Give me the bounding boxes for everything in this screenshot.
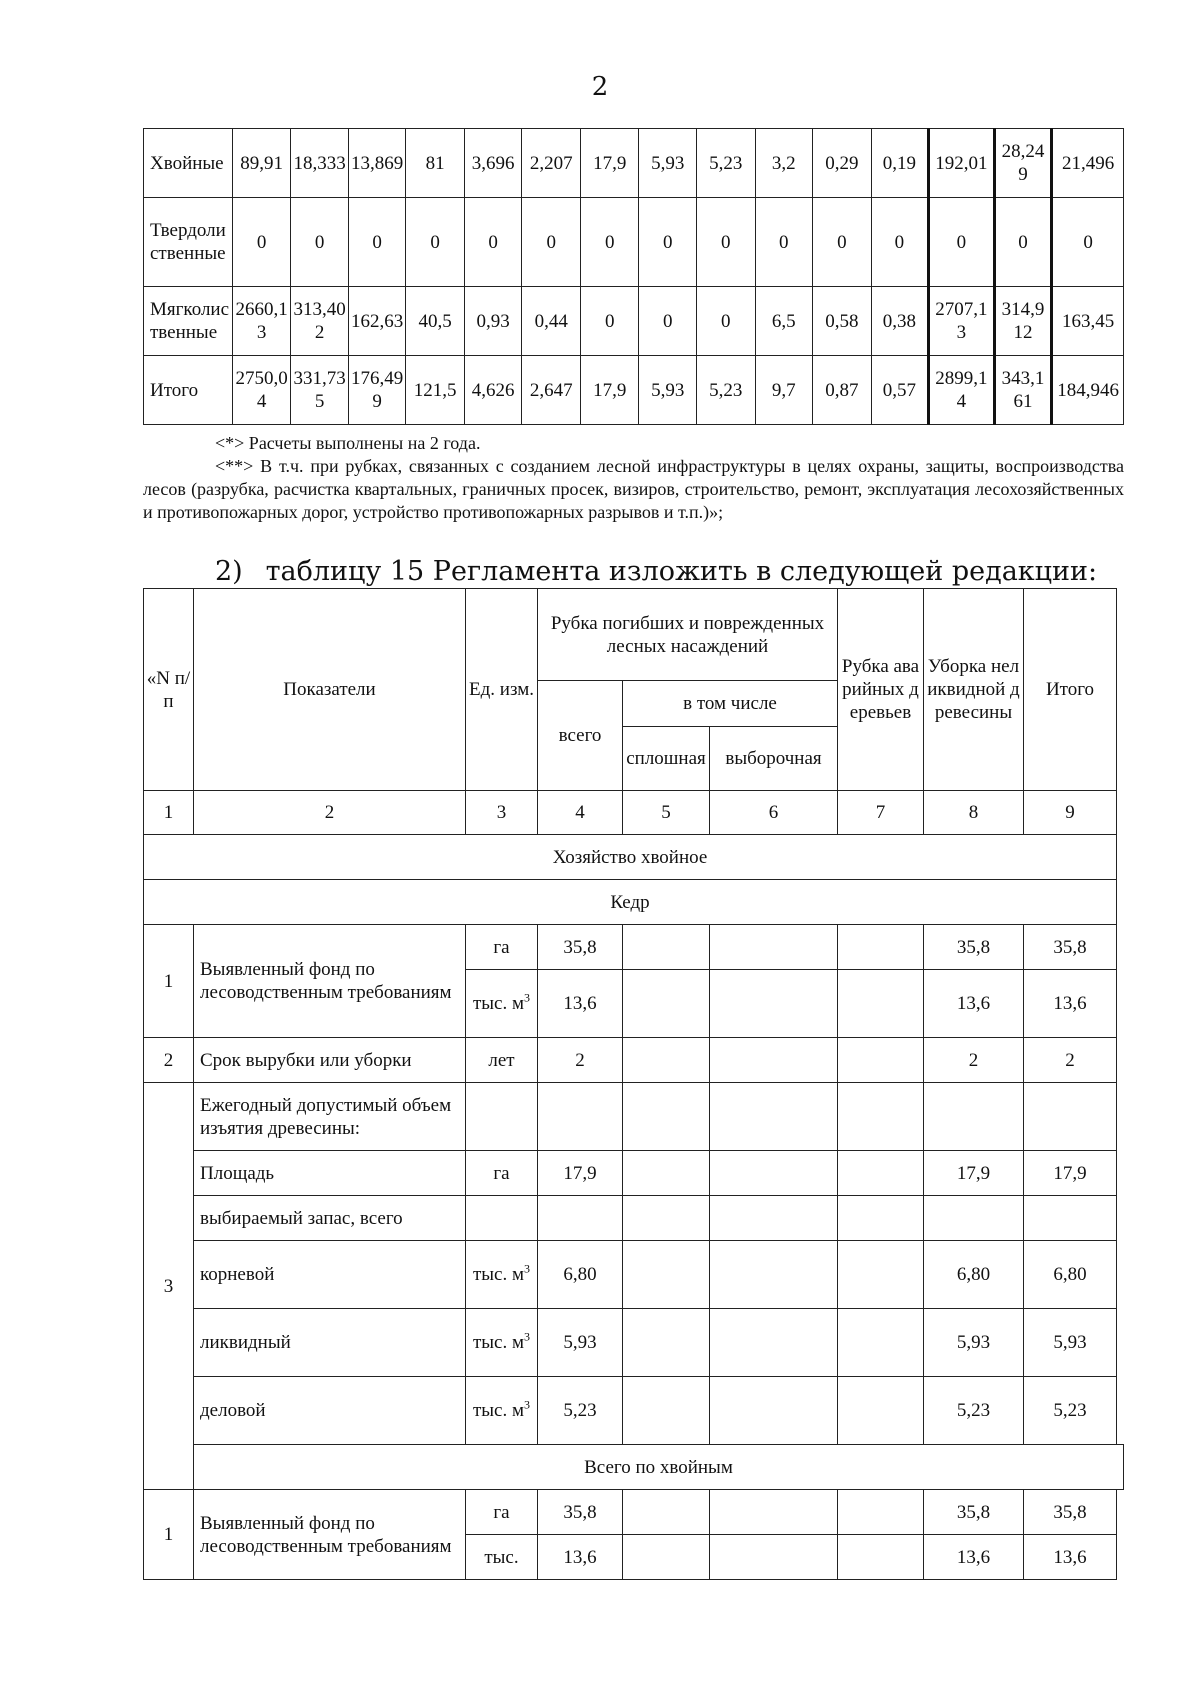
species-value-cell: 18,333 bbox=[291, 129, 349, 198]
species-value-cell: 162,63 bbox=[348, 287, 406, 356]
row-label: Срок вырубки или уборки bbox=[194, 1038, 466, 1083]
empty-cell bbox=[838, 1083, 924, 1151]
value-cell: 13,6 bbox=[1024, 970, 1117, 1038]
value-cell: 2 bbox=[538, 1038, 623, 1083]
species-value-cell: 0,44 bbox=[522, 287, 581, 356]
empty-cell bbox=[838, 1490, 924, 1535]
species-value-cell: 331,735 bbox=[291, 356, 349, 425]
species-label: Твердолиственные bbox=[144, 198, 233, 287]
value-cell: 6,80 bbox=[1024, 1241, 1117, 1309]
footnote-2: <**> В т.ч. при рубках, связанных с созданием лесной инфраструктуры в целях охраны, защиты, воспроизводства лесов (разрубка, расчистка квартальных, граничных просек, визиров, строительство, ремонт, эксплуатация лесохозяйственных и противопожарных дорог, устройство противопожарных разрывов и т.п.)»; bbox=[143, 456, 1124, 522]
species-value-cell: 13,869 bbox=[348, 129, 406, 198]
column-number: 6 bbox=[710, 791, 838, 835]
empty-cell bbox=[710, 925, 838, 970]
species-value-cell: 4,626 bbox=[464, 356, 522, 425]
row-num: 1 bbox=[144, 1490, 194, 1580]
empty-cell bbox=[838, 1038, 924, 1083]
row-label: ликвидный bbox=[194, 1309, 466, 1377]
empty-cell bbox=[710, 1241, 838, 1309]
row-label: Выявленный фонд по лесоводственным требованиям bbox=[194, 925, 466, 1038]
column-number: 8 bbox=[924, 791, 1024, 835]
empty-cell bbox=[1024, 1083, 1117, 1151]
unit-exponent: 3 bbox=[524, 1329, 531, 1344]
header-unit: Ед. изм. bbox=[466, 589, 538, 791]
species-value-cell: 2899,14 bbox=[929, 356, 995, 425]
header-selective: выборочная bbox=[710, 727, 838, 791]
value-cell: 2 bbox=[1024, 1038, 1117, 1083]
empty-cell bbox=[710, 1196, 838, 1241]
value-cell: 5,23 bbox=[924, 1377, 1024, 1445]
header-illiquid: Уборка неликвидной древесины bbox=[924, 589, 1024, 791]
empty-cell bbox=[623, 1535, 710, 1580]
section-coniferous: Хозяйство хвойное bbox=[144, 835, 1117, 880]
row-label: Ежегодный допустимый объем изъятия древесины: bbox=[194, 1083, 466, 1151]
species-value-cell: 0 bbox=[639, 287, 697, 356]
empty-cell bbox=[623, 1241, 710, 1309]
species-value-cell: 0 bbox=[406, 198, 465, 287]
species-value-cell: 21,496 bbox=[1052, 129, 1124, 198]
empty-cell bbox=[623, 1083, 710, 1151]
section-total-coniferous: Всего по хвойным bbox=[194, 1445, 1124, 1490]
section-heading bbox=[215, 556, 1097, 587]
empty-cell bbox=[623, 1309, 710, 1377]
row-num: 1 bbox=[144, 925, 194, 1038]
row-label: корневой bbox=[194, 1241, 466, 1309]
species-row bbox=[144, 129, 1124, 198]
empty-cell bbox=[538, 1196, 623, 1241]
empty-cell bbox=[623, 925, 710, 970]
species-value-cell: 0 bbox=[464, 198, 522, 287]
empty-cell bbox=[623, 1377, 710, 1445]
empty-cell bbox=[538, 1083, 623, 1151]
species-value-cell: 5,93 bbox=[639, 129, 697, 198]
species-value-cell: 176,499 bbox=[348, 356, 406, 425]
species-value-cell: 89,91 bbox=[232, 129, 291, 198]
unit-text: тыс. м bbox=[472, 1264, 525, 1285]
species-value-cell: 2,647 bbox=[522, 356, 581, 425]
unit-cell: га bbox=[466, 1490, 538, 1535]
empty-cell bbox=[710, 1038, 838, 1083]
empty-cell bbox=[623, 970, 710, 1038]
species-value-cell: 9,7 bbox=[755, 356, 813, 425]
species-row bbox=[144, 287, 1124, 356]
species-value-cell: 0,29 bbox=[813, 129, 872, 198]
species-value-cell: 192,01 bbox=[929, 129, 995, 198]
footnotes bbox=[143, 432, 1124, 524]
empty-cell bbox=[838, 970, 924, 1038]
species-value-cell: 0 bbox=[291, 198, 349, 287]
species-value-cell: 163,45 bbox=[1052, 287, 1124, 356]
page-number: 2 bbox=[591, 72, 609, 102]
species-value-cell: 5,93 bbox=[639, 356, 697, 425]
value-cell: 5,23 bbox=[538, 1377, 623, 1445]
value-cell: 35,8 bbox=[538, 1490, 623, 1535]
column-number: 9 bbox=[1024, 791, 1117, 835]
species-value-cell: 5,23 bbox=[697, 356, 756, 425]
species-label: Итого bbox=[144, 356, 233, 425]
species-value-cell: 3,2 bbox=[755, 129, 813, 198]
species-label: Хвойные bbox=[144, 129, 233, 198]
header-dead-damaged: Рубка погибших и поврежденных лесных насаждений bbox=[538, 589, 838, 681]
empty-cell bbox=[623, 1038, 710, 1083]
subsection-cedar: Кедр bbox=[144, 880, 1117, 925]
species-value-cell: 0,93 bbox=[464, 287, 522, 356]
value-cell: 5,23 bbox=[1024, 1377, 1117, 1445]
column-number: 5 bbox=[623, 791, 710, 835]
species-value-cell: 40,5 bbox=[406, 287, 465, 356]
value-cell: 13,6 bbox=[538, 970, 623, 1038]
species-value-cell: 0 bbox=[929, 198, 995, 287]
column-number: 2 bbox=[194, 791, 466, 835]
species-value-cell: 81 bbox=[406, 129, 465, 198]
column-number: 4 bbox=[538, 791, 623, 835]
empty-cell bbox=[838, 1377, 924, 1445]
empty-cell bbox=[710, 970, 838, 1038]
value-cell: 35,8 bbox=[1024, 925, 1117, 970]
unit-cell bbox=[466, 1241, 538, 1309]
species-row bbox=[144, 198, 1124, 287]
empty-cell bbox=[1024, 1196, 1117, 1241]
unit-cell: тыс. bbox=[466, 1535, 538, 1580]
empty-cell bbox=[710, 1309, 838, 1377]
value-cell: 17,9 bbox=[924, 1151, 1024, 1196]
unit-cell: га bbox=[466, 925, 538, 970]
section-number: 2) bbox=[215, 556, 243, 587]
empty-cell bbox=[838, 1151, 924, 1196]
empty-cell bbox=[838, 1241, 924, 1309]
column-number: 3 bbox=[466, 791, 538, 835]
header-indicators: Показатели bbox=[194, 589, 466, 791]
species-value-cell: 0 bbox=[639, 198, 697, 287]
species-value-cell: 121,5 bbox=[406, 356, 465, 425]
header-total: всего bbox=[538, 681, 623, 791]
value-cell: 5,93 bbox=[924, 1309, 1024, 1377]
species-value-cell: 6,5 bbox=[755, 287, 813, 356]
species-value-cell: 0,19 bbox=[871, 129, 929, 198]
row-num: 2 bbox=[144, 1038, 194, 1083]
value-cell: 13,6 bbox=[1024, 1535, 1117, 1580]
species-value-cell: 0,57 bbox=[871, 356, 929, 425]
species-value-cell: 0 bbox=[522, 198, 581, 287]
value-cell: 13,6 bbox=[924, 970, 1024, 1038]
species-value-cell: 17,9 bbox=[580, 129, 639, 198]
row-label: Выявленный фонд по лесоводственным требованиям bbox=[194, 1490, 466, 1580]
species-value-cell: 0 bbox=[697, 287, 756, 356]
species-value-cell: 17,9 bbox=[580, 356, 639, 425]
empty-cell bbox=[838, 925, 924, 970]
row-num: 3 bbox=[144, 1083, 194, 1490]
unit-text: тыс. м bbox=[472, 1332, 525, 1353]
species-value-cell: 313,402 bbox=[291, 287, 349, 356]
value-cell: 2 bbox=[924, 1038, 1024, 1083]
unit-exponent: 3 bbox=[524, 990, 531, 1005]
value-cell: 35,8 bbox=[924, 1490, 1024, 1535]
header-emergency: Рубка аварийных деревьев bbox=[838, 589, 924, 791]
species-value-cell: 2750,04 bbox=[232, 356, 291, 425]
species-value-cell: 0,58 bbox=[813, 287, 872, 356]
header-num: «N п/п bbox=[144, 589, 194, 791]
empty-cell bbox=[623, 1151, 710, 1196]
unit-text: тыс. м bbox=[472, 1400, 525, 1421]
empty-cell bbox=[710, 1535, 838, 1580]
row-label: Площадь bbox=[194, 1151, 466, 1196]
empty-cell bbox=[924, 1083, 1024, 1151]
value-cell: 35,8 bbox=[1024, 1490, 1117, 1535]
value-cell: 17,9 bbox=[538, 1151, 623, 1196]
species-value-cell: 184,946 bbox=[1052, 356, 1124, 425]
unit-exponent: 3 bbox=[524, 1261, 531, 1276]
empty-cell bbox=[924, 1196, 1024, 1241]
species-value-cell: 314,912 bbox=[994, 287, 1052, 356]
species-value-cell: 0 bbox=[755, 198, 813, 287]
species-value-cell: 0,87 bbox=[813, 356, 872, 425]
empty-cell bbox=[466, 1083, 538, 1151]
empty-cell bbox=[838, 1196, 924, 1241]
species-value-cell: 0 bbox=[871, 198, 929, 287]
header-solid: сплошная bbox=[623, 727, 710, 791]
empty-cell bbox=[838, 1309, 924, 1377]
empty-cell bbox=[623, 1490, 710, 1535]
species-value-cell: 0 bbox=[994, 198, 1052, 287]
empty-cell bbox=[710, 1377, 838, 1445]
species-value-cell: 343,161 bbox=[994, 356, 1052, 425]
unit-cell bbox=[466, 1309, 538, 1377]
unit-cell bbox=[466, 970, 538, 1038]
empty-cell bbox=[623, 1196, 710, 1241]
footnote-1: <*> Расчеты выполнены на 2 года. bbox=[215, 433, 481, 453]
empty-cell bbox=[710, 1083, 838, 1151]
value-cell: 5,93 bbox=[1024, 1309, 1117, 1377]
value-cell: 35,8 bbox=[924, 925, 1024, 970]
empty-cell bbox=[466, 1196, 538, 1241]
empty-cell bbox=[710, 1490, 838, 1535]
value-cell: 13,6 bbox=[924, 1535, 1024, 1580]
species-value-cell: 0,38 bbox=[871, 287, 929, 356]
species-value-cell: 0 bbox=[813, 198, 872, 287]
row-label: выбираемый запас, всего bbox=[194, 1196, 466, 1241]
species-value-cell: 3,696 bbox=[464, 129, 522, 198]
species-value-cell: 0 bbox=[232, 198, 291, 287]
column-number: 1 bbox=[144, 791, 194, 835]
species-value-cell: 0 bbox=[1052, 198, 1124, 287]
species-value-cell: 0 bbox=[580, 198, 639, 287]
unit-cell bbox=[466, 1377, 538, 1445]
value-cell: 17,9 bbox=[1024, 1151, 1117, 1196]
unit-cell: га bbox=[466, 1151, 538, 1196]
header-itogo: Итого bbox=[1024, 589, 1117, 791]
header-including: в том числе bbox=[623, 681, 838, 727]
species-value-cell: 0 bbox=[580, 287, 639, 356]
species-value-cell: 0 bbox=[697, 198, 756, 287]
empty-cell bbox=[710, 1151, 838, 1196]
species-row bbox=[144, 356, 1124, 425]
species-value-cell: 2707,13 bbox=[929, 287, 995, 356]
unit-exponent: 3 bbox=[524, 1397, 531, 1412]
species-value-cell: 2,207 bbox=[522, 129, 581, 198]
empty-cell bbox=[838, 1535, 924, 1580]
value-cell: 6,80 bbox=[924, 1241, 1024, 1309]
regulation-table-15 bbox=[143, 588, 1124, 1580]
column-number: 7 bbox=[838, 791, 924, 835]
value-cell: 13,6 bbox=[538, 1535, 623, 1580]
species-value-cell: 2660,13 bbox=[232, 287, 291, 356]
species-value-cell: 5,23 bbox=[697, 129, 756, 198]
value-cell: 5,93 bbox=[538, 1309, 623, 1377]
value-cell: 6,80 bbox=[538, 1241, 623, 1309]
row-label: деловой bbox=[194, 1377, 466, 1445]
species-value-cell: 28,249 bbox=[994, 129, 1052, 198]
unit-cell: лет bbox=[466, 1038, 538, 1083]
section-text: таблицу 15 Регламента изложить в следующей редакции: bbox=[265, 556, 1098, 587]
value-cell: 35,8 bbox=[538, 925, 623, 970]
unit-text: тыс. м bbox=[472, 993, 525, 1014]
species-label: Мягколиственные bbox=[144, 287, 233, 356]
species-value-cell: 0 bbox=[348, 198, 406, 287]
species-summary-table bbox=[143, 128, 1124, 425]
